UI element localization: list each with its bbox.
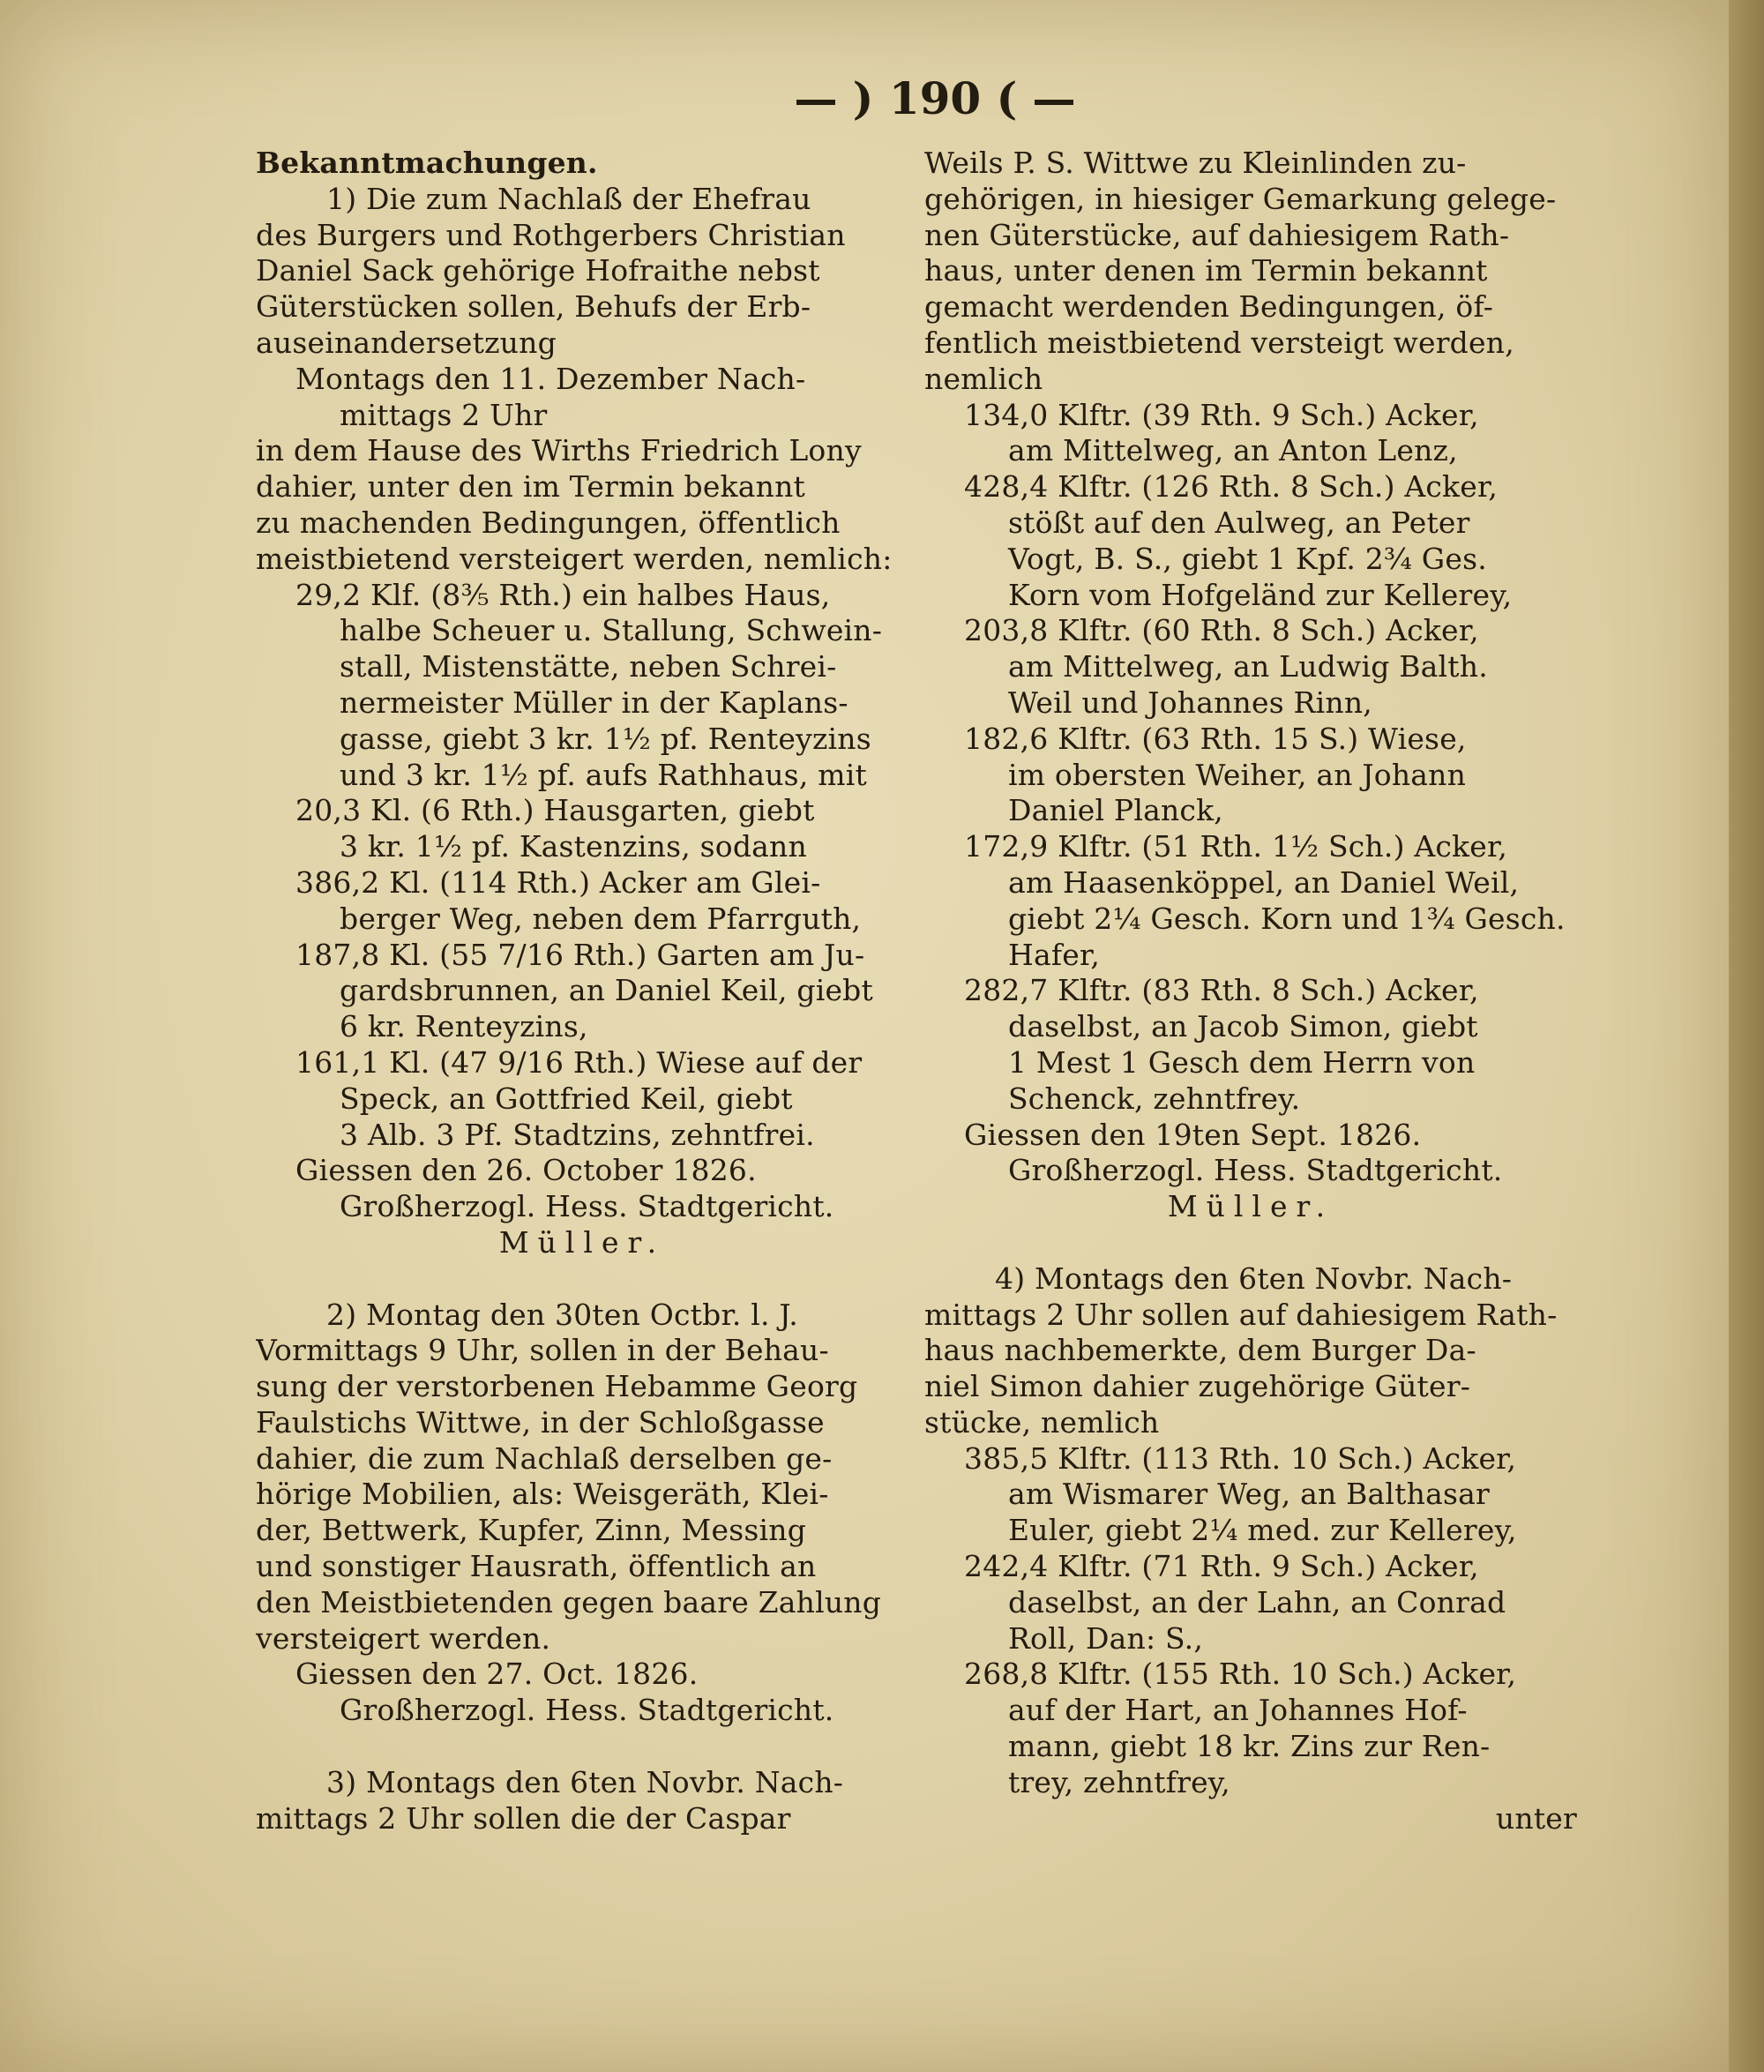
text-line: Hafer, [1008,937,1101,972]
text-line: 268,8 Klftr. (155 Rth. 10 Sch.) Acker, [964,1657,1517,1692]
text-line: Güterstücken sollen, Behufs der Erb- [256,289,811,325]
text-line: fentlich meistbietend versteigt werden, [924,325,1514,360]
text-line: Daniel Sack gehörige Hofraithe nebst [256,253,820,288]
text-line: und sonstiger Hausrath, öffentlich an [256,1549,817,1584]
text-line: dahier, die zum Nachlaß derselben ge- [256,1440,833,1476]
text-line: trey, zehntfrey, [1008,1764,1230,1799]
text-line: und 3 kr. 1½ pf. aufs Rathhaus, mit [340,757,867,792]
right-column [924,146,1577,1836]
text-line: daselbst, an Jacob Simon, giebt [1008,1009,1478,1044]
text-line: 242,4 Klftr. (71 Rth. 9 Sch.) Acker, [964,1549,1479,1584]
text-line: Montags den 11. Dezember Nach- [295,361,806,396]
text-line: 20,3 Kl. (6 Rth.) Hausgarten, giebt [295,793,815,828]
text-line: stall, Mistenstätte, neben Schrei- [340,649,837,684]
text-line: 187,8 Kl. (55 7/16 Rth.) Garten am Ju- [295,937,865,972]
text-line: halbe Scheuer u. Stallung, Schwein- [340,613,883,648]
text-line: am Mittelweg, an Ludwig Balth. [1008,649,1488,684]
text-line: Roll, Dan: S., [1008,1620,1204,1656]
spacer [256,1261,908,1298]
text-line: Daniel Planck, [1008,793,1223,828]
text-line: 203,8 Klftr. (60 Rth. 8 Sch.) Acker, [964,613,1479,648]
text-line: giebt 2¼ Gesch. Korn und 1¾ Gesch. [1008,901,1566,936]
text-line: Euler, giebt 2¼ med. zur Kellerey, [1008,1513,1517,1548]
text-line: gehörigen, in hiesiger Gemarkung gelege- [924,181,1557,216]
text-line: 386,2 Kl. (114 Rth.) Acker am Glei- [295,864,821,900]
page-binding-edge [1729,0,1764,2072]
text-line: stößt auf den Aulweg, an Peter [1008,505,1470,540]
text-line: nen Güterstücke, auf dahiesigem Rath- [924,217,1510,252]
text-line: mann, giebt 18 kr. Zins zur Ren- [1008,1729,1491,1764]
text-line: 3) Montags den 6ten Novbr. Nach- [326,1764,844,1799]
text-line: zu machenden Bedingungen, öffentlich [256,505,841,540]
left-column [256,146,908,1836]
text-line: versteigert werden. [256,1620,551,1656]
text-line: am Haasenköppel, an Daniel Weil, [1008,864,1520,900]
text-line: Müller. [1167,1189,1334,1224]
text-line: Giessen den 27. Oct. 1826. [295,1657,699,1692]
text-line: meistbietend versteigert werden, nemlich: [256,541,893,576]
text-line: Weils P. S. Wittwe zu Kleinlinden zu- [924,146,1467,180]
text-line: 6 kr. Renteyzins, [340,1009,588,1044]
text-line: am Wismarer Weg, an Balthasar [1008,1477,1490,1512]
text-line: haus nachbemerkte, dem Burger Da- [924,1333,1476,1368]
text-line: Faulstichs Wittwe, in der Schloßgasse [256,1404,825,1440]
text-line: 172,9 Klftr. (51 Rth. 1½ Sch.) Acker, [964,829,1508,864]
text-line: Korn vom Hofgeländ zur Kellerey, [1008,577,1513,612]
header-dash-right [1035,100,1073,105]
text-line: Großherzogl. Hess. Stadtgericht. [1008,1153,1503,1188]
text-line: des Burgers und Rothgerbers Christian [256,217,846,252]
text-line: Schenck, zehntfrey. [1008,1081,1301,1116]
text-line: nermeister Müller in der Kaplans- [340,684,848,720]
page-header [759,72,1111,125]
text-line: 3 kr. 1½ pf. Kastenzins, sodann [340,829,807,864]
text-line: der, Bettwerk, Kupfer, Zinn, Messing [256,1513,807,1548]
text-line: 29,2 Klf. (8⅗ Rth.) ein halbes Haus, [295,577,831,612]
text-line: mittags 2 Uhr sollen auf dahiesigem Rath- [924,1297,1558,1332]
header-dash-left [796,100,835,105]
text-line: 2) Montag den 30ten Octbr. l. J. [326,1297,798,1332]
text-line: berger Weg, neben dem Pfarrguth, [340,901,862,936]
text-line: 428,4 Klftr. (126 Rth. 8 Sch.) Acker, [964,469,1499,505]
text-line: dahier, unter den im Termin bekannt [256,469,805,505]
text-line: 4) Montags den 6ten Novbr. Nach- [995,1260,1513,1296]
text-line: 3 Alb. 3 Pf. Stadtzins, zehntfrei. [340,1117,815,1152]
text-line: 282,7 Klftr. (83 Rth. 8 Sch.) Acker, [964,973,1479,1008]
text-line: 134,0 Klftr. (39 Rth. 9 Sch.) Acker, [964,397,1479,432]
text-line: mittags 2 Uhr [340,397,548,432]
text-line: gardsbrunnen, an Daniel Keil, giebt [340,973,873,1008]
text-line: 385,5 Klftr. (113 Rth. 10 Sch.) Acker, [964,1440,1517,1476]
text-line: Müller. [498,1224,666,1260]
text-line: unter [1495,1800,1577,1836]
text-line: auf der Hart, an Johannes Hof- [1008,1693,1468,1728]
text-line: hörige Mobilien, als: Weisgeräth, Klei- [256,1477,829,1512]
text-line: am Mittelweg, an Anton Lenz, [1008,433,1458,468]
text-line: gasse, giebt 3 kr. 1½ pf. Renteyzins [340,721,871,756]
text-line: auseinandersetzung [256,325,557,360]
text-line: Großherzogl. Hess. Stadtgericht. [340,1693,834,1728]
text-line: 1) Die zum Nachlaß der Ehefrau [326,181,811,216]
text-line: gemacht werdenden Bedingungen, öf- [924,289,1494,325]
text-line: haus, unter denen im Termin bekannt [924,253,1488,288]
text-line: Bekanntmachungen. [256,146,598,180]
text-line: Vogt, B. S., giebt 1 Kpf. 2¾ Ges. [1008,541,1487,576]
text-line: Weil und Johannes Rinn, [1008,684,1372,720]
text-line: niel Simon dahier zugehörige Güter- [924,1369,1471,1404]
text-line: 182,6 Klftr. (63 Rth. 15 S.) Wiese, [964,721,1467,756]
text-line: 161,1 Kl. (47 9/16 Rth.) Wiese auf der [295,1044,863,1080]
text-line: in dem Hause des Wirths Friedrich Lony [256,433,862,468]
text-line: stücke, nemlich [924,1404,1160,1440]
text-line: Großherzogl. Hess. Stadtgericht. [340,1189,834,1224]
text-line: sung der verstorbenen Hebamme Georg [256,1369,858,1404]
text-line: nemlich [924,361,1043,396]
text-line: 1 Mest 1 Gesch dem Herrn von [1008,1044,1476,1080]
spacer [256,1729,908,1765]
text-line: Giessen den 26. October 1826. [295,1153,757,1188]
text-line: mittags 2 Uhr sollen die der Caspar [256,1800,791,1836]
spacer [924,1225,1577,1261]
text-line: den Meistbietenden gegen baare Zahlung [256,1584,882,1619]
text-line: im obersten Weiher, an Johann [1008,757,1467,792]
text-line: Vormittags 9 Uhr, sollen in der Behau- [256,1333,829,1368]
text-line: Giessen den 19ten Sept. 1826. [964,1117,1422,1152]
page-number: ) 190 ( [852,72,1018,124]
text-line: daselbst, an der Lahn, an Conrad [1008,1584,1506,1619]
text-line: Speck, an Gottfried Keil, giebt [340,1081,793,1116]
